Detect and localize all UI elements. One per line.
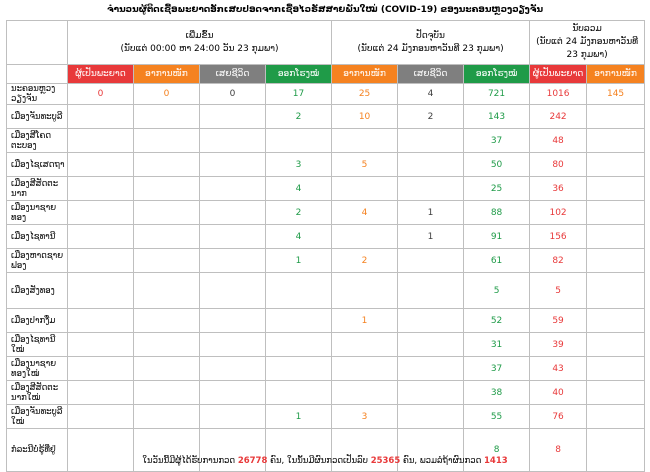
table-row <box>7 333 645 357</box>
cell-total-severe <box>587 105 645 129</box>
cell-new-discharged <box>266 273 332 309</box>
cell-current-deaths <box>398 153 464 177</box>
cell-new-discharged: 4 <box>266 177 332 201</box>
cell-new-cases <box>68 225 134 249</box>
sub-header-row <box>7 65 645 84</box>
cell-total-cases: 76 <box>530 405 587 429</box>
corner-cell <box>7 21 68 65</box>
cell-current-discharged: 721 <box>464 84 530 105</box>
cell-current-severe <box>332 381 398 405</box>
cell-new-severe <box>134 381 200 405</box>
table-row <box>7 84 645 105</box>
cell-new-severe <box>134 309 200 333</box>
header-current-discharged: ອອກໂຮງໝໍ <box>464 65 530 84</box>
cell-new-cases <box>68 249 134 273</box>
row-label: ເມືອງຈັນທະບູລີ <box>7 105 68 129</box>
cell-current-severe: 5 <box>332 153 398 177</box>
cell-new-discharged: 4 <box>266 225 332 249</box>
cell-current-deaths <box>398 381 464 405</box>
footer-pending-count: 1413 <box>483 456 508 466</box>
footer-text-3: ຄົນ, ພວມລໍຖ້າຜົນກວດ <box>400 456 484 466</box>
cell-new-severe <box>134 153 200 177</box>
cell-new-deaths <box>200 273 266 309</box>
cell-new-discharged: 3 <box>266 153 332 177</box>
cell-new-discharged <box>266 333 332 357</box>
cell-current-discharged: 37 <box>464 129 530 153</box>
cell-total-severe <box>587 153 645 177</box>
cell-new-cases <box>68 177 134 201</box>
cell-current-severe: 4 <box>332 201 398 225</box>
cell-new-discharged: 2 <box>266 201 332 225</box>
cell-current-discharged: 25 <box>464 177 530 201</box>
cell-new-severe <box>134 357 200 381</box>
cell-current-discharged: 5 <box>464 273 530 309</box>
row-label: ເມືອງຈັນທະບູລີໃໝ່ <box>7 405 68 429</box>
cell-total-severe <box>587 273 645 309</box>
cell-new-cases: 0 <box>68 84 134 105</box>
header-new-cases: ຜູ້ເປັນພະຍາດ <box>68 65 134 84</box>
cell-total-cases: 102 <box>530 201 587 225</box>
covid-table <box>6 20 645 472</box>
cell-total-cases: 8 <box>530 429 587 472</box>
cell-current-deaths <box>398 309 464 333</box>
footer-summary <box>6 453 644 469</box>
cell-new-cases <box>68 201 134 225</box>
cell-new-discharged <box>266 129 332 153</box>
cell-total-cases: 40 <box>530 381 587 405</box>
table-row <box>7 381 645 405</box>
cell-new-discharged <box>266 381 332 405</box>
group-current-range: (ນັບແຕ່ 24 ມັງກອນຫາວັນທີ 23 ກຸມພາ) <box>357 43 504 54</box>
header-total-severe: ອາການໜັກ <box>587 65 645 84</box>
cell-total-cases: 242 <box>530 105 587 129</box>
group-new-day <box>68 21 332 65</box>
group-cumulative-range: (ນັບແຕ່ 24 ມັງກອນຫາວັນທີ 23 ກຸມພາ) <box>536 37 639 60</box>
cell-current-discharged: 38 <box>464 381 530 405</box>
cell-new-deaths <box>200 309 266 333</box>
cell-new-deaths <box>200 333 266 357</box>
header-new-severe: ອາການໜັກ <box>134 65 200 84</box>
group-current-title: ປັດຈຸບັນ <box>416 30 445 41</box>
cell-current-deaths: 1 <box>398 225 464 249</box>
cell-current-deaths <box>398 405 464 429</box>
row-label: ເມືອງປາກງື່ມ <box>7 309 68 333</box>
table-row <box>7 309 645 333</box>
cell-current-discharged: 52 <box>464 309 530 333</box>
cell-new-deaths <box>200 177 266 201</box>
cell-total-severe <box>587 333 645 357</box>
cell-total-cases: 80 <box>530 153 587 177</box>
table-row <box>7 201 645 225</box>
cell-new-cases <box>68 273 134 309</box>
cell-new-deaths <box>200 381 266 405</box>
table-row <box>7 405 645 429</box>
cell-current-deaths <box>398 249 464 273</box>
cell-current-deaths <box>398 357 464 381</box>
cell-new-cases <box>68 129 134 153</box>
cell-current-deaths <box>398 129 464 153</box>
group-cumulative-title: ນັບລວມ <box>572 24 602 34</box>
cell-new-deaths <box>200 153 266 177</box>
cell-total-severe <box>587 225 645 249</box>
cell-current-discharged: 91 <box>464 225 530 249</box>
cell-new-deaths <box>200 249 266 273</box>
cell-new-cases <box>68 357 134 381</box>
cell-new-deaths <box>200 201 266 225</box>
sub-header-corner <box>7 65 68 84</box>
table-row <box>7 273 645 309</box>
cell-total-cases: 156 <box>530 225 587 249</box>
cell-total-severe <box>587 129 645 153</box>
cell-total-severe <box>587 381 645 405</box>
cell-new-deaths <box>200 357 266 381</box>
cell-current-deaths <box>398 273 464 309</box>
cell-new-severe <box>134 105 200 129</box>
table-row <box>7 249 645 273</box>
cell-new-discharged <box>266 309 332 333</box>
cell-new-severe <box>134 129 200 153</box>
cell-total-severe <box>587 201 645 225</box>
cell-current-deaths: 1 <box>398 201 464 225</box>
cell-total-cases: 82 <box>530 249 587 273</box>
row-label: ເມືອງນາຊາຍທອງ <box>7 201 68 225</box>
row-label: ເມືອງສັງທອງ <box>7 273 68 309</box>
row-label: ເມືອງໄຊເສດຖາ <box>7 153 68 177</box>
header-current-deaths: ເສຍຊີວິດ <box>398 65 464 84</box>
row-label: ເມືອງສີໂຄດຕະບອງ <box>7 129 68 153</box>
footer-text-1: ໃນວັນນີ້ມີຜູ້ໄດ້ຮັບການກວດ <box>142 456 238 466</box>
cell-new-cases <box>68 381 134 405</box>
row-label: ເມືອງສີສັດຕະນາກໃໝ່ <box>7 381 68 405</box>
cell-new-cases <box>68 309 134 333</box>
cell-total-severe <box>587 177 645 201</box>
cell-total-severe <box>587 357 645 381</box>
cell-new-severe <box>134 249 200 273</box>
cell-current-severe <box>332 129 398 153</box>
cell-current-severe <box>332 225 398 249</box>
group-new-day-title: ເພີ່ມຂຶ້ນ <box>185 30 214 41</box>
cell-total-cases: 59 <box>530 309 587 333</box>
cell-total-cases: 5 <box>530 273 587 309</box>
cell-new-severe <box>134 333 200 357</box>
cell-total-severe <box>587 249 645 273</box>
cell-total-cases: 1016 <box>530 84 587 105</box>
row-label: ເມືອງໄຊທານີ <box>7 225 68 249</box>
cell-total-severe <box>587 309 645 333</box>
cell-new-discharged <box>266 357 332 381</box>
cell-current-severe <box>332 273 398 309</box>
cell-current-severe: 25 <box>332 84 398 105</box>
cell-current-severe <box>332 333 398 357</box>
cell-total-cases: 43 <box>530 357 587 381</box>
cell-new-discharged: 17 <box>266 84 332 105</box>
row-label: ເມືອງໄຊທານີໃໝ່ <box>7 333 68 357</box>
row-label: ເມືອງຫາດຊາຍຟອງ <box>7 249 68 273</box>
cell-new-severe <box>134 177 200 201</box>
cell-current-discharged: 8 <box>464 429 530 472</box>
header-current-severe: ອາການໜັກ <box>332 65 398 84</box>
cell-current-discharged: 37 <box>464 357 530 381</box>
header-new-deaths: ເສຍຊີວິດ <box>200 65 266 84</box>
cell-new-deaths <box>200 405 266 429</box>
group-cumulative <box>530 21 645 65</box>
cell-current-severe: 2 <box>332 249 398 273</box>
table-row <box>7 153 645 177</box>
cell-total-severe <box>587 405 645 429</box>
footer-tested-count: 26778 <box>237 456 268 466</box>
cell-new-cases <box>68 105 134 129</box>
cell-new-discharged: 2 <box>266 105 332 129</box>
cell-new-cases <box>68 333 134 357</box>
cell-current-discharged: 50 <box>464 153 530 177</box>
cell-current-severe: 10 <box>332 105 398 129</box>
cell-total-severe: 145 <box>587 84 645 105</box>
cell-current-severe: 1 <box>332 309 398 333</box>
cell-new-cases <box>68 405 134 429</box>
cell-total-cases: 39 <box>530 333 587 357</box>
footer-text-2: ຄົນ, ໃນນັ້ນມີຜົນກວດເປັນລົບ <box>267 456 371 466</box>
cell-new-severe <box>134 225 200 249</box>
row-label: ເມືອງນາຊາຍທອງໃໝ່ <box>7 357 68 381</box>
cell-current-discharged: 143 <box>464 105 530 129</box>
row-label: ກໍລະນີບໍ່ຮູ້ທີ່ຢູ່ <box>7 429 68 472</box>
group-current <box>332 21 530 65</box>
cell-new-severe <box>134 273 200 309</box>
table-row <box>7 105 645 129</box>
footer-negative-count: 25365 <box>370 456 401 466</box>
cell-new-severe: 0 <box>134 84 200 105</box>
cell-current-severe <box>332 357 398 381</box>
cell-new-deaths <box>200 105 266 129</box>
header-total-cases: ຜູ້ເປັນພະຍາດ <box>530 65 587 84</box>
header-new-discharged: ອອກໂຮງໝໍ <box>266 65 332 84</box>
table-row <box>7 177 645 201</box>
cell-current-severe <box>332 177 398 201</box>
table-row <box>7 225 645 249</box>
cell-new-deaths <box>200 225 266 249</box>
cell-total-cases: 36 <box>530 177 587 201</box>
cell-current-deaths: 4 <box>398 84 464 105</box>
cell-current-discharged: 31 <box>464 333 530 357</box>
row-label: ເມືອງສີສັດຕະນາກ <box>7 177 68 201</box>
cell-new-discharged: 1 <box>266 249 332 273</box>
row-label: ນະຄອນຫຼວງວຽງຈັນ <box>7 84 68 105</box>
cell-new-severe <box>134 201 200 225</box>
cell-current-discharged: 88 <box>464 201 530 225</box>
report-title: ຈຳນວນຜູ້ຕິດເຊື້ອພະຍາດອັກເສບປອດຈາກເຊື້ອໄວຣັສສາຍພັນໃໝ່ (COVID-19) ຂອງນະຄອນຫຼວງວຽງຈັນ <box>106 5 544 15</box>
cell-current-discharged: 55 <box>464 405 530 429</box>
table-row <box>7 357 645 381</box>
cell-new-cases <box>68 153 134 177</box>
cell-total-cases: 48 <box>530 129 587 153</box>
cell-current-severe: 3 <box>332 405 398 429</box>
group-new-day-range: (ນັບແຕ່ 00:00 ຫາ 24:00 ວັນ 23 ກຸມພາ) <box>120 43 279 54</box>
cell-current-deaths <box>398 333 464 357</box>
cell-current-deaths <box>398 177 464 201</box>
cell-new-deaths: 0 <box>200 84 266 105</box>
cell-new-deaths <box>200 129 266 153</box>
group-header-row <box>7 21 645 65</box>
cell-current-discharged: 61 <box>464 249 530 273</box>
table-row <box>7 129 645 153</box>
cell-current-deaths: 2 <box>398 105 464 129</box>
cell-new-discharged: 1 <box>266 405 332 429</box>
cell-new-severe <box>134 405 200 429</box>
